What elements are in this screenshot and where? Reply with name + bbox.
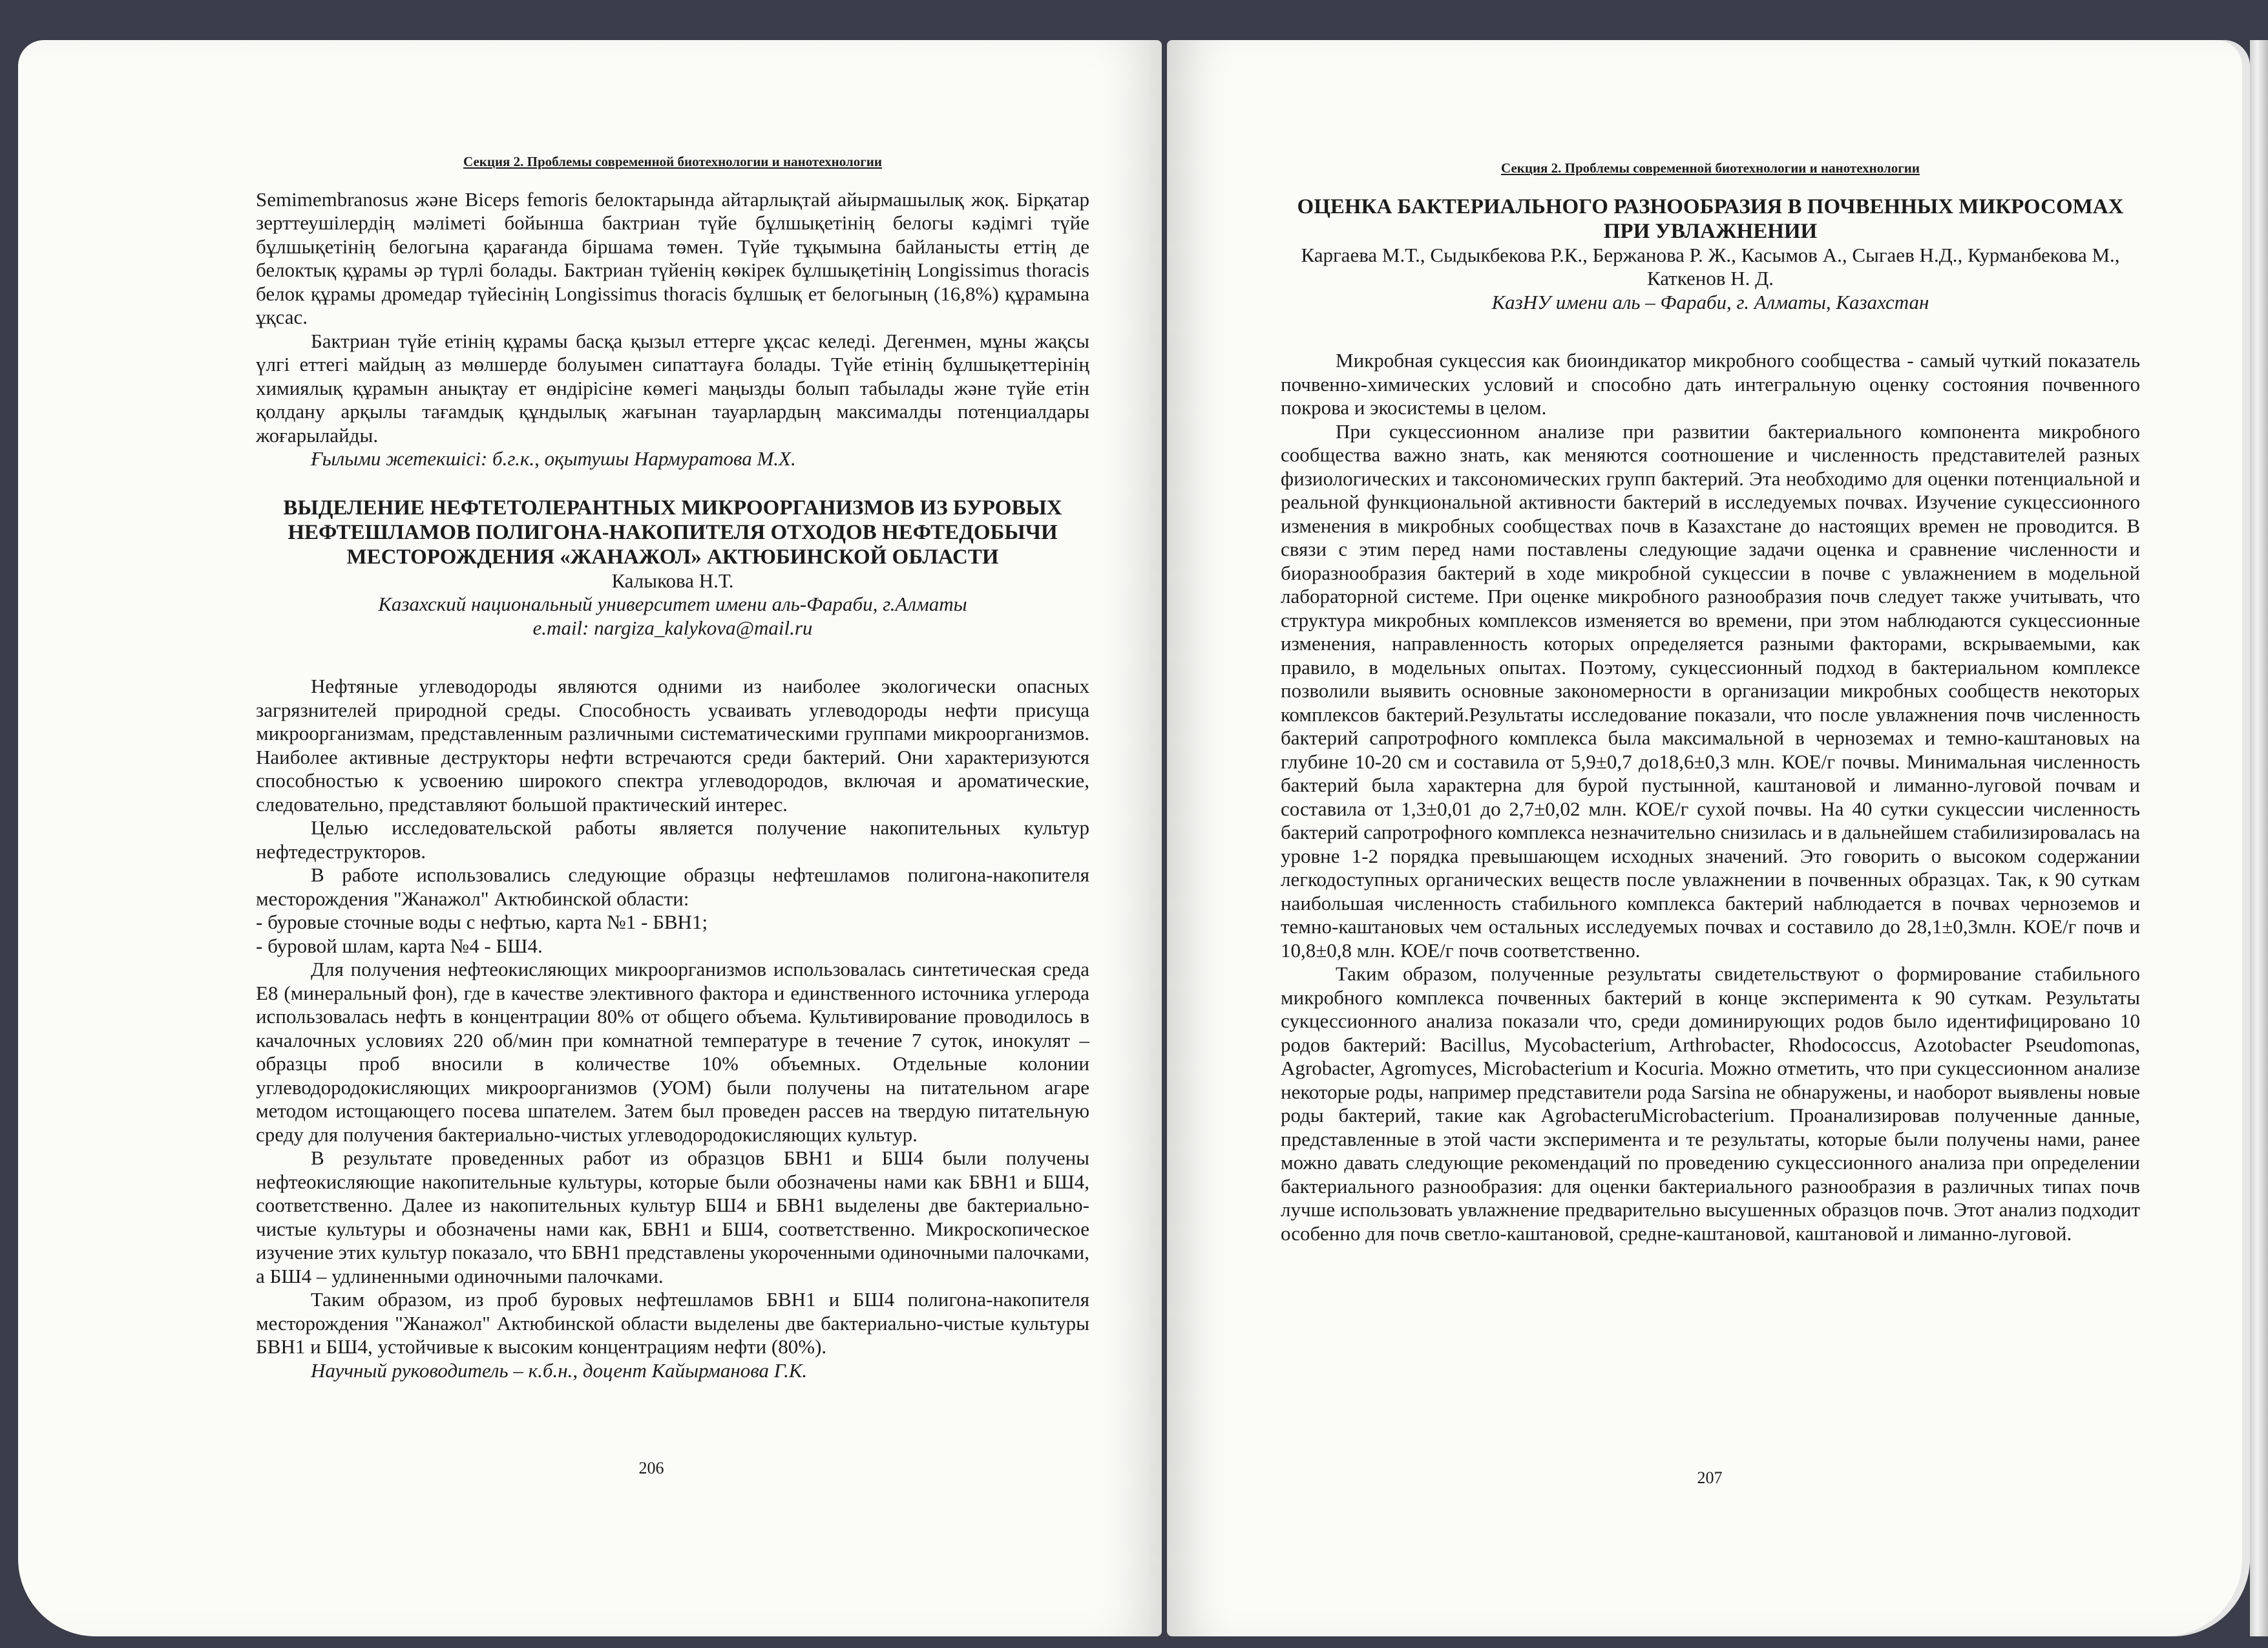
section-header: Секция 2. Проблемы современной биотехнологии и нанотехнологии	[1501, 160, 1920, 176]
continuation-paragraph: Semimembranosus және Biceps femoris белоктарында айтарлықтай айырмашылық жоқ. Бірқатар зерттеушілердің мәліметі бойынша бактриан түйе бұлшықетінің белогы кәдімгі түйе бұлшықетінің белогына қарағанда біршама төмен. Түйе тұқымына байланысты еттің де белоктық құрамы әр түрлі болады. Бактриан түйенің көкірек бұлшықетінің Longissimus thoracis белок құрамы дромедар түйесінің Longissimus thoracis бұлшық ет белогының (16,8%) құрамына ұқсас.	[256, 187, 1089, 328]
body-paragraph: Таким образом, из проб буровых нефтешламов БВН1 и БШ4 полигона-накопителя месторождения "Жанажол" Актюбинской области выделены две бактериально-чистые культуры БВН1 и БШ4, устойчивые к высоким концентрациям нефти (80%).	[256, 1288, 1089, 1358]
continuation-paragraph: Бактриан түйе етінің құрамы басқа қызыл еттерге ұқсас келеді. Дегенмен, мұны жақсы үлгі еттегі майдың аз мөлшерде болуымен сипаттауға болады. Түйе етінің бұлшықеттерінің химиялық құрамын анықтау ет өндірісіне көмегі маңызды болып табылады және түйе етін қолдану арқылы тағамдық құндылық жағынан тауарлардың максималды потенциалдары жоғарылайды.	[256, 329, 1089, 447]
page-number: 206	[638, 1459, 664, 1477]
list-item: - буровой шлам, карта №4 - БШ4.	[256, 934, 543, 957]
body-paragraph: В работе использовались следующие образцы нефтешламов полигона-накопителя месторождения "Жанажол" Актюбинской области:	[256, 863, 1089, 910]
affiliation: КазНУ имени аль – Фараби, г. Алматы, Казахстан	[1491, 290, 1929, 313]
body-paragraph: При сукцессионном анализе при развитии бактериального компонента микробного сообщества важно знать, как меняются соотношение и численность представителей разных физиологических и таксономических групп бактерий. Эта необходимо для оценки потенциальной и реальной функциональной активности бактерий в исследуемых почвах. Изучение сукцессионного изменения в микробных сообществах почв в Казахстане до настоящих времен не проводится. В связи с этим перед нами поставлены следующие задачи оценка и сравнение численности и биоразнообразия бактерий в ходе микробной сукцессии в почве с увлажнением в модельной лабораторной системе. При оценке микробного разнообразия почв следует также учитывать, что структура микробных комплексов изменяется во времени, при этом наблюдаются сукцессионные изменения, направленность которых определяется разными факторами, вскрываемыми, как правило, в модельных опытах. Поэтому, сукцессионный подход в бактериальном комплексе позволили выявить основные закономерности в организации микробных сообществ некоторых комплексов бактерий.Результаты исследование показали, что после увлажнения почв численность бактерий сапротрофного комплекса была максимальной в черноземах и темно-каштановых на глубине 10-20 см и составила от 5,9±0,7 до18,6±0,3 млн. КОЕ/г почвы. Минимальная численность бактерий была характерна для бурой пустынной, каштановой и лиманно-луговой почвам и составила от 1,3±0,01 до 2,7±0,02 млн. КОЕ/г сухой почвы. На 40 сутки сукцессии численность бактерий сапротрофного комплекса незначительно снизилась и в дальнейшем стабилизировалась на уровне 1-2 порядка превышающем исходных значений. Это говорить о высоком содержании легкодоступных органических веществ после увлажнении в почвенных образцах. Так, к 90 суткам наибольшая численность стабильного комплекса бактерий наблюдается в почвах черноземов и темно-каштановых чем остальных исследуемых почвах и составило до 28,1±0,3млн. КОЕ/г почв и 10,8±0,8 млн. КОЕ/г почв соответственно.	[1281, 419, 2140, 962]
authors: Каргаева М.Т., Сыдыкбекова Р.К., Бержанова Р. Ж., Касымов А., Сыгаев Н.Д., Курманбекова М., Каткенов Н. Д.	[1301, 243, 2120, 290]
article-title: ВЫДЕЛЕНИЕ НЕФТЕТОЛЕРАНТНЫХ МИКРООРГАНИЗМОВ ИЗ БУРОВЫХ НЕФТЕШЛАМОВ ПОЛИГОНА-НАКОПИТЕЛЯ ОТХОДОВ НЕФТЕДОБЫЧИ МЕСТОРОЖДЕНИЯ «ЖАНАЖОЛ» АКТЮБИНСКОЙ ОБЛАСТИ	[283, 496, 1062, 569]
section-header: Секция 2. Проблемы современной биотехнологии и нанотехнологии	[463, 154, 882, 169]
right-text-column	[1281, 156, 2140, 1245]
left-page	[18, 40, 1162, 1636]
body-paragraph: Для получения нефтеокисляющих микроорганизмов использовалась синтетическая среда Е8 (минеральный фон), где в качестве элективного фактора и единственного источника углерода использовалась нефть в концентрации 80% от общего объема. Культивирование проводилось в качалочных условиях 220 об/мин при комнатной температуре в течение 7 суток, инокулят – образцы проб вносили в количестве 10% объемных. Отдельные колонии углеводородокисляющих микроорганизмов (УОМ) были получены на питательном агаре методом истощающего посева шпателем. Затем был проведен рассев на твердую питательную среду для получения бактериально-чистых углеводородокисляющих культур.	[256, 958, 1089, 1146]
affiliation: Казахский национальный университет имени аль-Фараби, г.Алматы	[378, 593, 967, 615]
body-paragraph: Целью исследовательской работы является получение накопительных культур нефтедеструкторов.	[256, 816, 1089, 863]
list-item: - буровые сточные воды с нефтью, карта №1 - БВН1;	[256, 911, 708, 933]
body-paragraph: Таким образом, полученные результаты свидетельствуют о формирование стабильного микробного комплекса почвенных бактерий в конце эксперимента к 90 суткам. Результаты сукцессионного анализа показали что, среди доминирующих родов было идентифицировано 10 родов бактерий: Bacillus, Mycobacterium, Arthrobacter, Rhodococcus, Azotobacter Pseudomonas, Agrobacter, Agromyces, Microbacterium и Kocuria. Можно отметить, что при сукцессионном анализе некоторые роды, например представители рода Sarsina не обнаружены, и наоборот выявлены новые роды бактерий, такие как AgrobacteruMicrobacterium. Проанализировав полученные данные, представленные в этой части эксперимента и те результаты, которые были получены нами, ранее можно давать следующие рекомендаций по проведению сукцессионного анализа при определении бактериального разнообразия: для оценки бактериального разнообразия в различных типах почв лучше использовать увлажнение предварительно высушенных образцов почв. Этот анализ подходит особенно для почв светло-каштановой, средне-каштановой, каштановой и лиманно-луговой.	[1281, 962, 2140, 1245]
body-paragraph: В результате проведенных работ из образцов БВН1 и БШ4 были получены нефтеокисляющие накопительные культуры, которые были обозначены нами как БВН1 и БШ4, соответственно. Далее из накопительных культур БШ4 и БВН1 выделены две бактериально-чистые культуры и обозначены нами как, БВН1 и БШ4, соответственно. Микроскопическое изучение этих культур показало, что БВН1 представлены укороченными одиночными палочками, а БШ4 – удлиненными одиночными палочками.	[256, 1146, 1089, 1287]
supervisor: Научный руководитель – к.б.н., доцент Кайырманова Г.К.	[311, 1358, 808, 1382]
right-page	[1167, 40, 2250, 1636]
email: e.mail: nargiza_kalykova@mail.ru	[532, 616, 813, 639]
page-stack-edge	[2250, 40, 2268, 1636]
author: Калыкова Н.Т.	[611, 569, 734, 592]
left-text-column	[256, 150, 1089, 1382]
body-paragraph: Микробная сукцессия как биоиндикатор микробного сообщества - самый чуткий показатель почвенно-химических условий и способно дать интегральную оценку состояния почвенного покрова и экосистемы в целом.	[1281, 349, 2140, 419]
body-paragraph: Нефтяные углеводороды являются одними из наиболее экологически опасных загрязнителей природной среды. Способность усваивать углеводороды нефти присуща микроорганизмам, представленным различными систематическими группами микроорганизмов. Наиболее активные деструкторы нефти встречаются среди бактерий. Они характеризуются способностью к усвоению широкого спектра углеводородов, включая и ароматические, следовательно, представляют большой практический интерес.	[256, 675, 1089, 816]
continuation-supervisor: Ғылыми жетекшісі: б.г.к., оқытушы Нармуратова М.Х.	[311, 447, 796, 470]
article-title: ОЦЕНКА БАКТЕРИАЛЬНОГО РАЗНООБРАЗИЯ В ПОЧВЕННЫХ МИКРОСОМАХ ПРИ УВЛАЖНЕНИИ	[1297, 195, 2124, 243]
page-number: 207	[1697, 1468, 1723, 1487]
